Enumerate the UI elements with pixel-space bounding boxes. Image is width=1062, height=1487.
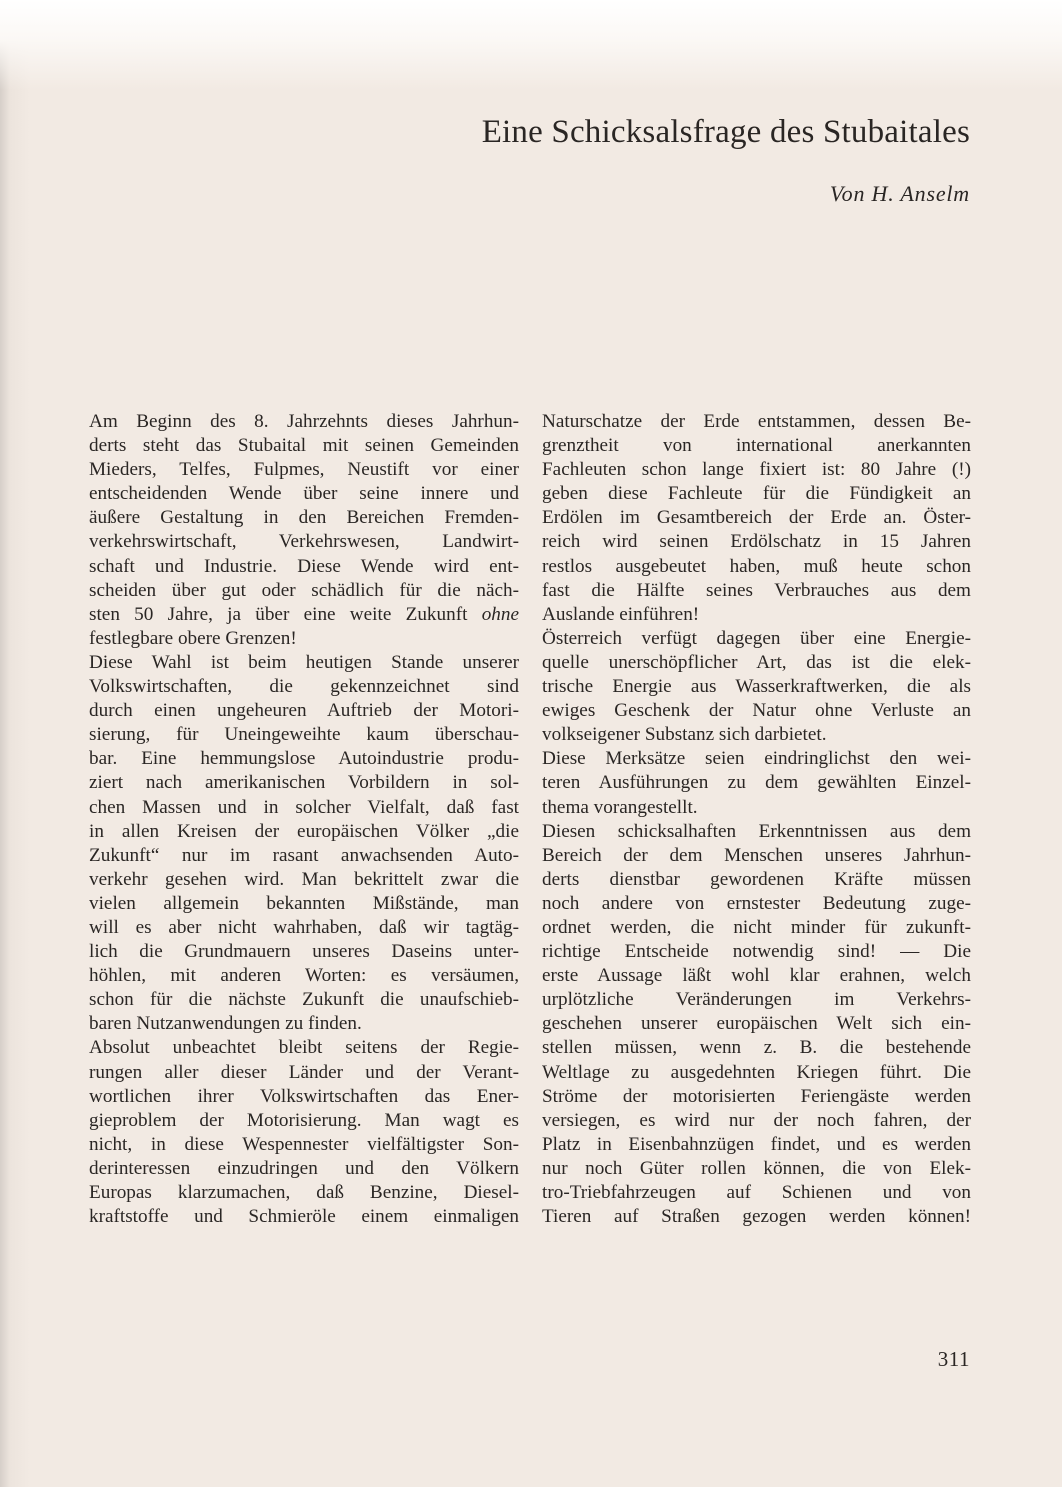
text-line-content: Zukunft“ nur im rasant anwachsenden Auto- <box>89 844 519 866</box>
text-line <box>542 579 971 603</box>
text-line <box>542 1157 971 1181</box>
text-line-content: nicht, in diese Wespennester vielfältigster Son- <box>89 1133 519 1155</box>
text-line <box>89 868 519 892</box>
text-line <box>542 1109 971 1133</box>
text-line <box>542 796 971 820</box>
text-line-content: tro-Triebfahrzeugen auf Schienen und von <box>542 1182 971 1203</box>
text-line <box>542 603 971 627</box>
text-line-content: rungen aller dieser Länder und der Verant- <box>89 1061 519 1083</box>
text-line-content: Diesen schicksalhaften Erkenntnissen aus dem <box>542 820 971 842</box>
text-line <box>89 603 519 627</box>
text-line-content: Mieders, Telfes, Fulpmes, Neustift vor einer <box>89 459 519 481</box>
text-line-content: Diese Wahl ist beim heutigen Stande unserer <box>89 651 519 673</box>
text-line-content: nur noch Güter rollen können, die von Elek- <box>542 1157 971 1179</box>
text-line-content: geben diese Fachleute für die Fündigkeit an <box>542 483 971 505</box>
text-line <box>89 844 519 868</box>
text-line <box>542 675 971 699</box>
text-line <box>542 434 971 458</box>
text-line <box>542 1181 971 1205</box>
emphasized-word: ohne <box>481 603 520 625</box>
text-line <box>542 1133 971 1157</box>
text-line-content: richtige Entscheide notwendig sind! — Die <box>542 941 971 963</box>
text-line <box>89 699 519 723</box>
text-line <box>89 1085 519 1109</box>
text-line <box>542 506 971 530</box>
text-line-content: Fachleuten schon lange fixiert ist: 80 Jahre (!) <box>542 459 971 481</box>
text-line-content: gieproblem der Motorisierung. Man wagt es <box>89 1109 519 1131</box>
text-line-content: derts steht das Stubaital mit seinen Gemeinden <box>89 435 519 457</box>
text-line-content: Erdölen im Gesamtbereich der Erde an. Öster- <box>542 507 971 529</box>
text-line-content: ziert nach amerikanischen Vorbildern in sol- <box>89 772 519 794</box>
text-line <box>542 530 971 554</box>
text-line-content: verkehrswirtschaft, Verkehrswesen, Landwirt- <box>89 531 519 553</box>
text-line <box>89 964 519 988</box>
text-line <box>89 723 519 747</box>
text-line-content: Diese Merksätze seien eindringlichst den wei- <box>542 748 971 770</box>
text-line <box>542 868 971 892</box>
text-line <box>89 651 519 675</box>
text-line <box>542 1036 971 1060</box>
text-line-content: derts dienstbar gewordenen Kräfte müssen <box>542 868 971 890</box>
text-line <box>89 1157 519 1181</box>
text-line-content: in allen Kreisen der europäischen Völker „die <box>89 820 519 842</box>
text-line-content: erste Aussage läßt wohl klar erahnen, welch <box>542 965 971 987</box>
text-column-right <box>542 410 971 1229</box>
text-line <box>89 530 519 554</box>
text-line <box>542 651 971 675</box>
text-line <box>542 482 971 506</box>
text-line <box>89 1036 519 1060</box>
text-line <box>542 555 971 579</box>
text-line-content: Auslande einführen! <box>542 603 700 625</box>
text-column-left <box>89 410 519 1229</box>
text-line-content: vielen allgemein bekannten Mißstände, man <box>89 892 519 914</box>
text-line-content: baren Nutzanwendungen zu finden. <box>89 1013 362 1035</box>
text-line-content: derinteressen einzudringen und den Völkern <box>89 1157 519 1179</box>
text-line-content: sten 50 Jahre, ja über eine weite Zukunft <box>89 603 468 625</box>
text-line-content: quelle unerschöpflicher Art, das ist die elek- <box>542 651 971 673</box>
text-line <box>542 1205 971 1229</box>
text-line-content: scheiden über gut oder schädlich für die näch- <box>89 579 519 601</box>
text-line-content: chen Massen und in solcher Vielfalt, daß fast <box>89 796 519 818</box>
text-line-content: Tieren auf Straßen gezogen werden können! <box>542 1206 971 1228</box>
text-line-content: geschehen unserer europäischen Welt sich ein- <box>542 1013 971 1035</box>
text-line-content: ordnet werden, die nicht minder für zukunft- <box>542 916 971 938</box>
text-line <box>89 675 519 699</box>
text-line <box>89 940 519 964</box>
text-line <box>89 627 519 651</box>
text-line <box>89 410 519 434</box>
text-line-content: höhlen, mit anderen Worten: es versäumen, <box>89 965 519 987</box>
text-line-content: schon für die nächste Zukunft die unaufschieb- <box>89 989 519 1011</box>
text-line <box>542 458 971 482</box>
text-line-content: will es aber nicht wahrhaben, daß wir tagtäg- <box>89 916 519 938</box>
text-line-content: wortlichen ihrer Volkswirtschaften das Ener- <box>89 1085 519 1107</box>
text-line-content: Europas klarzumachen, daß Benzine, Diesel- <box>89 1182 519 1203</box>
text-line-content: reich wird seinen Erdölschatz in 15 Jahren <box>542 531 971 553</box>
text-line-content: bar. Eine hemmungslose Autoindustrie produ- <box>89 748 519 770</box>
text-line <box>542 1061 971 1085</box>
text-line-content: urplötzliche Veränderungen im Verkehrs- <box>542 989 971 1011</box>
text-line <box>89 1205 519 1229</box>
text-line <box>542 820 971 844</box>
text-line <box>89 506 519 530</box>
text-line <box>542 699 971 723</box>
article-title: Eine Schicksalsfrage des Stubaitales <box>481 114 970 150</box>
text-line-content: trische Energie aus Wasserkraftwerken, die als <box>542 676 971 698</box>
text-line-content: Bereich der dem Menschen unseres Jahrhun- <box>542 844 971 866</box>
text-line-content: entscheidenden Wende über seine innere und <box>89 483 519 505</box>
text-line-content: fast die Hälfte seines Verbrauches aus dem <box>542 579 971 601</box>
article-author: Von H. Anselm <box>829 181 970 206</box>
page-number: 311 <box>937 1347 970 1371</box>
text-line-content: schaft und Industrie. Diese Wende wird ent- <box>89 555 519 577</box>
text-line <box>542 1012 971 1036</box>
text-line <box>89 1109 519 1133</box>
text-line-content: teren Ausführungen zu dem gewählten Einzel- <box>542 772 971 794</box>
text-line <box>89 747 519 771</box>
text-line <box>89 482 519 506</box>
text-line <box>542 627 971 651</box>
text-line <box>89 555 519 579</box>
text-line-content: Am Beginn des 8. Jahrzehnts dieses Jahrhun- <box>89 411 519 432</box>
text-line-content: äußere Gestaltung in den Bereichen Fremden- <box>89 507 519 529</box>
text-line-content: Volkswirtschaften, die gekennzeichnet sind <box>89 676 519 698</box>
text-line-content: versiegen, es wird nur der noch fahren, der <box>542 1109 971 1131</box>
text-line-content: verkehr gesehen wird. Man bekrittelt zwar die <box>89 868 519 890</box>
text-line <box>542 892 971 916</box>
text-line <box>542 940 971 964</box>
text-line <box>542 916 971 940</box>
text-line-content: lich die Grundmauern unseres Daseins unter- <box>89 941 519 963</box>
text-line-content: grenztheit von international anerkannten <box>542 435 971 457</box>
text-line <box>89 771 519 795</box>
text-line <box>89 796 519 820</box>
text-line <box>542 988 971 1012</box>
text-line-content: ewiges Geschenk der Natur ohne Verluste an <box>542 700 971 722</box>
text-line <box>89 458 519 482</box>
text-line <box>542 771 971 795</box>
text-line-content: sierung, für Uneingeweihte kaum überschau- <box>89 724 519 746</box>
text-line <box>542 844 971 868</box>
text-line-content: restlos ausgebeutet haben, muß heute schon <box>542 555 971 577</box>
text-line <box>89 988 519 1012</box>
text-line-content: stellen müssen, wenn z. B. die bestehende <box>542 1037 971 1059</box>
text-line <box>89 1012 519 1036</box>
text-line-content: festlegbare obere Grenzen! <box>89 627 297 649</box>
text-line <box>89 1133 519 1157</box>
text-line <box>542 1085 971 1109</box>
text-line <box>542 964 971 988</box>
text-line <box>89 916 519 940</box>
text-line <box>89 434 519 458</box>
text-line-content: Naturschatze der Erde entstammen, dessen Be- <box>542 411 971 432</box>
text-line-content: durch einen ungeheuren Auftrieb der Motori- <box>89 700 519 722</box>
text-line-content: thema vorangestellt. <box>542 796 698 818</box>
text-line-content: kraftstoffe und Schmieröle einem einmaligen <box>89 1206 519 1228</box>
text-line <box>89 1061 519 1085</box>
text-line-content: volkseigener Substanz sich darbietet. <box>542 724 827 746</box>
text-line <box>542 410 971 434</box>
text-line <box>89 579 519 603</box>
text-line <box>542 723 971 747</box>
text-line-content: Absolut unbeachtet bleibt seitens der Regie- <box>89 1037 519 1059</box>
text-line-content: Österreich verfügt dagegen über eine Energie- <box>542 627 971 649</box>
text-line <box>89 820 519 844</box>
text-line-content: noch andere von ernstester Bedeutung zuge- <box>542 892 971 914</box>
text-line <box>89 1181 519 1205</box>
text-line-content: Ströme der motorisierten Feriengäste werden <box>542 1085 971 1107</box>
text-line <box>89 892 519 916</box>
text-line-content: Platz in Eisenbahnzügen findet, und es werden <box>542 1133 971 1155</box>
text-line-content: Weltlage zu ausgedehnten Kriegen führt. Die <box>542 1061 971 1083</box>
text-line <box>542 747 971 771</box>
